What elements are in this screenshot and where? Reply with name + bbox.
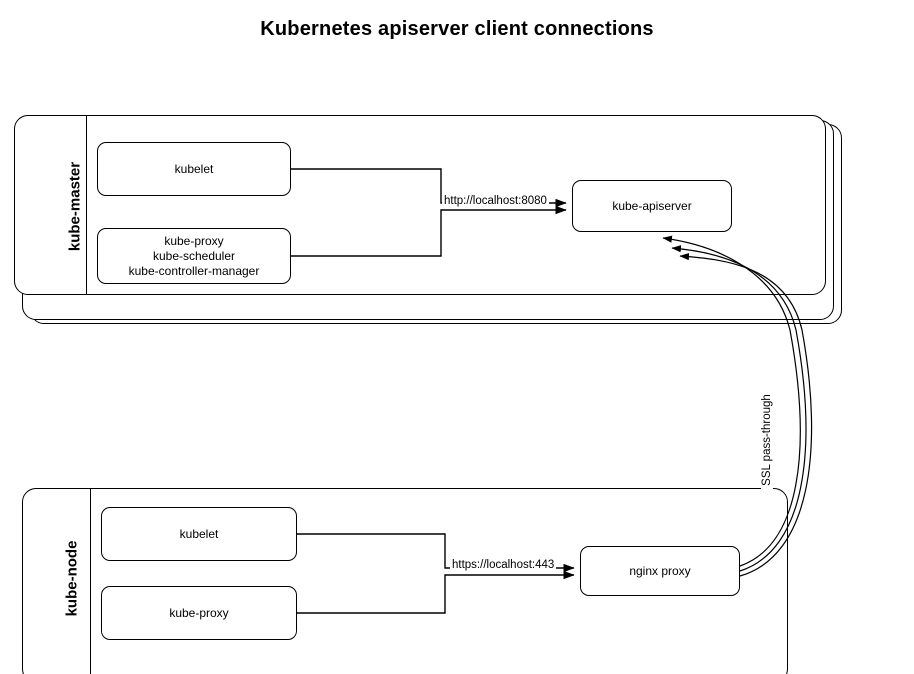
node-master-kubelet[interactable]: [97, 142, 291, 196]
node-master-clients-line1: kube-proxy: [164, 233, 224, 248]
edge-label-ssl-passthrough: SSL pass-through: [761, 375, 773, 505]
node-master-clients-line3: kube-controller-manager: [128, 263, 260, 278]
node-master-kubelet-label: kubelet: [174, 161, 214, 176]
node-master-clients-line2: kube-scheduler: [152, 248, 236, 263]
node-kube-proxy-label: kube-proxy: [169, 605, 229, 620]
edge-label-http: http://localhost:8080: [444, 195, 547, 207]
node-kubelet[interactable]: [101, 507, 297, 561]
kube-master-divider: [86, 115, 87, 295]
edge-label-https: https://localhost:443: [452, 559, 555, 571]
node-kube-proxy[interactable]: [101, 586, 297, 640]
node-kube-apiserver-label: kube-apiserver: [612, 198, 692, 213]
kube-node-divider: [90, 488, 91, 674]
node-master-clients[interactable]: [97, 228, 291, 284]
node-nginx-proxy-label: nginx proxy: [629, 563, 691, 578]
diagram-title: Kubernetes apiserver client connections: [260, 18, 654, 40]
node-kube-apiserver[interactable]: [572, 180, 732, 232]
kube-master-label: kube-master: [66, 161, 84, 252]
node-nginx-proxy[interactable]: [580, 546, 740, 596]
kube-node-label: kube-node: [63, 540, 81, 617]
node-kubelet-label: kubelet: [179, 526, 219, 541]
